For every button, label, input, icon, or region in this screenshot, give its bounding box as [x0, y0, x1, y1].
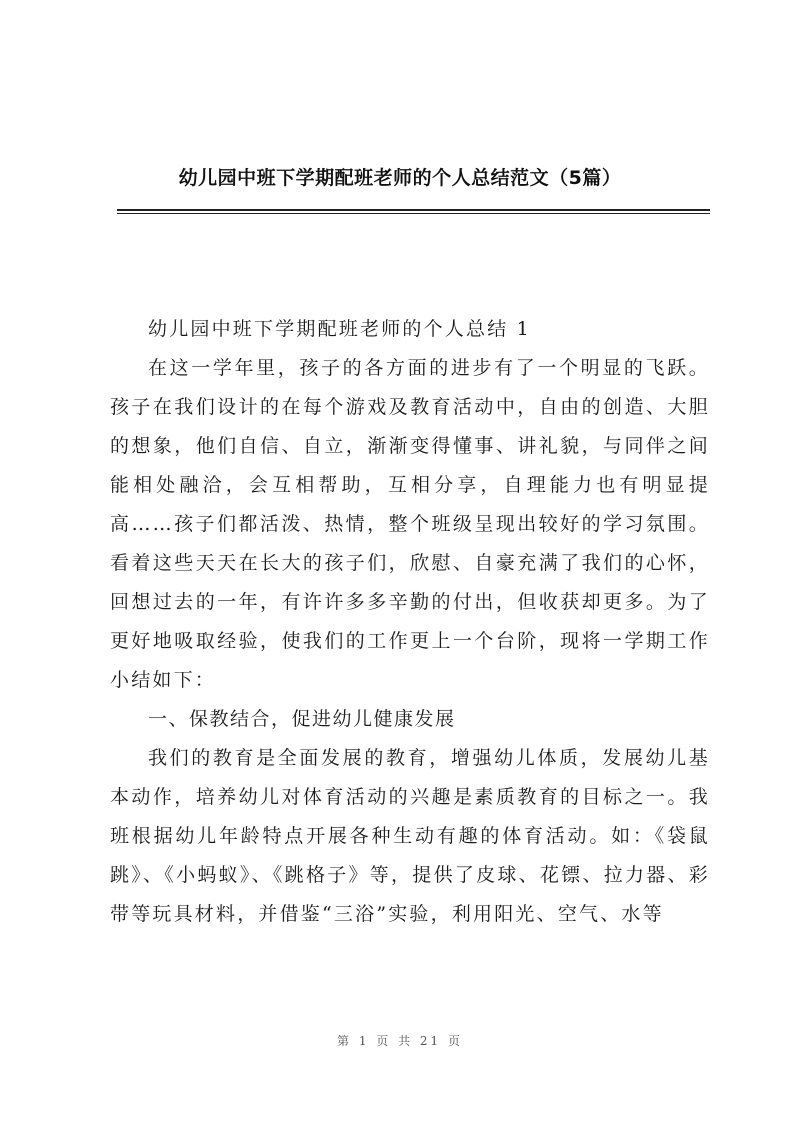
subheading: 一、保教结合，促进幼儿健康发展	[148, 708, 456, 730]
paragraph: 在这一学年里，孩子的各方面的进步有了一个明显的飞跃。孩子在我们设计的在每个游戏及教育活动中，自由的创造、大胆的想象，他们自信、自立，渐渐变得懂事、讲礼貌，与同伴之间能相处融洽，会互相帮助，互相分享，自理能力也有明显提高……孩子们都活泼、热情，整个班级呈现出较好的学习氛围。看着这些天天在长大的孩子们，欣慰、自豪充满了我们的心怀，回想过去的一年，有许许多多辛勤的付出，但收获却更多。为了更好地吸取经验，使我们的工作更上一个台阶，现将一学期工作小结如下：	[110, 357, 710, 691]
title-underline-thin	[117, 213, 710, 214]
document-title: 幼儿园中班下学期配班老师的个人总结范文（5篇）	[178, 167, 622, 189]
page-number-footer: 第 1 页 共 21 页	[337, 1034, 463, 1048]
title-underline	[117, 209, 710, 211]
section-heading: 幼儿园中班下学期配班老师的个人总结 1	[148, 318, 531, 340]
paragraph: 我们的教育是全面发展的教育，增强幼儿体质，发展幼儿基本动作，培养幼儿对体育活动的兴趣是素质教育的目标之一。我班根据幼儿年龄特点开展各种生动有趣的体育活动。如：《袋鼠跳》、《小蚂蚁》、《跳格子》等，提供了皮球、花镖、拉力器、彩带等玩具材料，并借鉴“三浴”实验，利用阳光、空气、水等	[110, 747, 710, 925]
document-body	[110, 310, 710, 934]
